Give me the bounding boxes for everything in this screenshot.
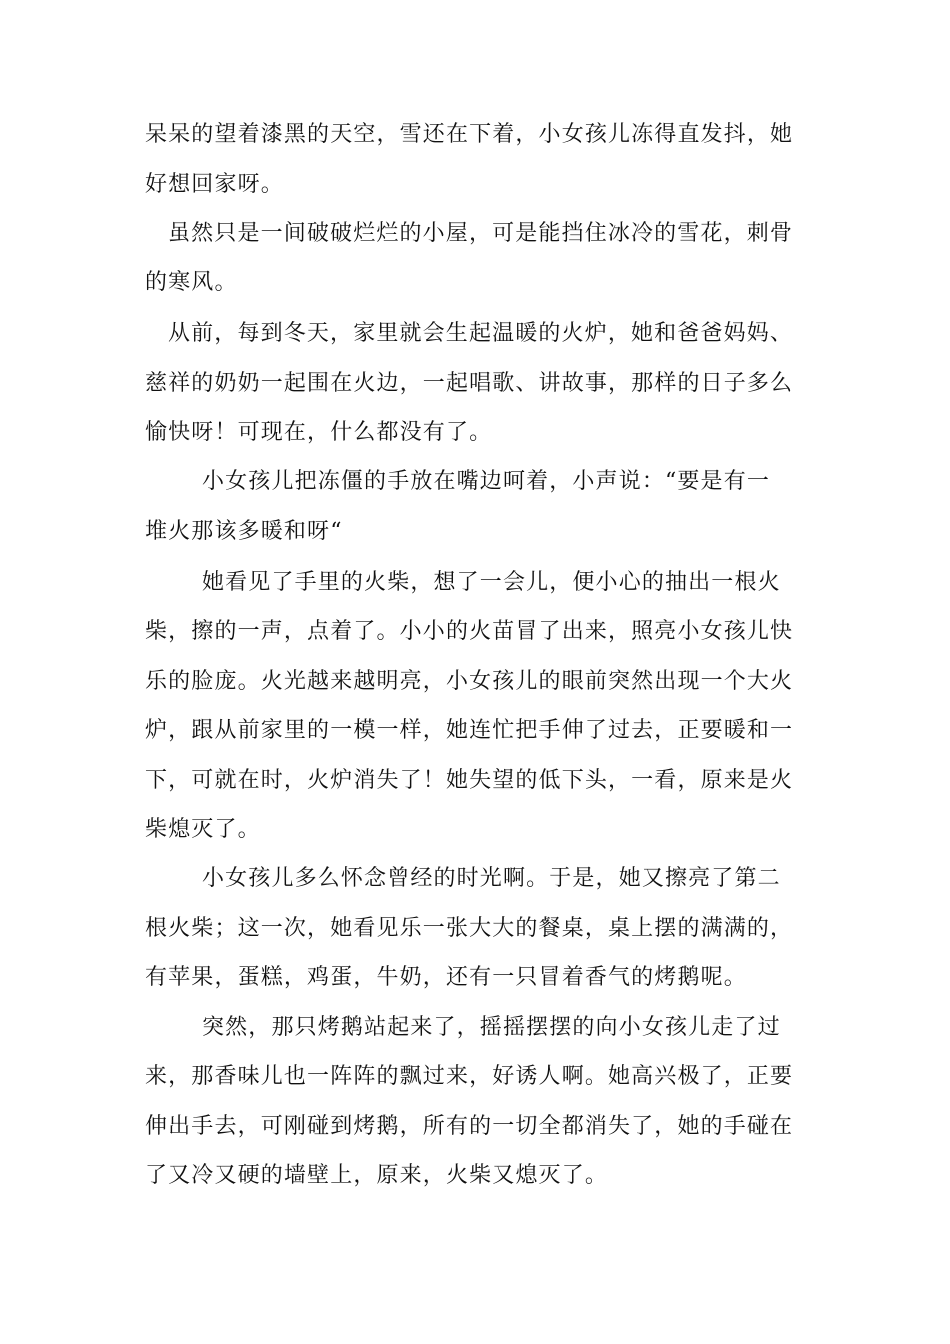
text-line: 从前，每到冬天，家里就会生起温暖的火炉，她和爸爸妈妈、 [168,321,794,346]
text-line: 伸出手去，可刚碰到烤鹅，所有的一切全都消失了，她的手碰在 [145,1114,794,1139]
text-line: 下，可就在时，火炉消失了！她失望的低下头，一看，原来是火 [145,768,794,793]
text-line: 呆呆的望着漆黑的天空，雪还在下着，小女孩儿冻得直发抖，她 [145,122,794,147]
text-line: 乐的脸庞。火光越来越明亮，小女孩儿的眼前突然出现一个大火 [145,669,794,694]
text-line: 她看见了手里的火柴，想了一会儿，便小心的抽出一根火 [202,570,781,595]
text-line: 慈祥的奶奶一起围在火边，一起唱歌、讲故事，那样的日子多么 [145,371,794,396]
text-line: 小女孩儿多么怀念曾经的时光啊。于是，她又擦亮了第二 [202,866,781,891]
text-line: 炉，跟从前家里的一模一样，她连忙把手伸了过去，正要暖和一 [145,718,794,743]
text-line: 来，那香味儿也一阵阵的飘过来，好诱人啊。她高兴极了，正要 [145,1064,794,1089]
text-line: 好想回家呀。 [145,172,284,197]
text-line: 有苹果，蛋糕，鸡蛋，牛奶，还有一只冒着香气的烤鹅呢。 [145,965,747,990]
text-line: 根火柴；这一次，她看见乐一张大大的餐桌，桌上摆的满满的， [145,916,794,941]
text-line: 了又冷又硬的墙壁上，原来，火柴又熄灭了。 [145,1163,609,1188]
text-line: 突然，那只烤鹅站起来了，摇摇摆摆的向小女孩儿走了过 [202,1015,781,1040]
text-line: 堆火那该多暖和呀“ [145,519,343,544]
text-line: 柴熄灭了。 [145,817,261,842]
text-line: 愉快呀！可现在，什么都没有了。 [145,420,493,445]
text-line: 小女孩儿把冻僵的手放在嘴边呵着，小声说：“要是有一 [202,469,770,494]
text-line: 虽然只是一间破破烂烂的小屋，可是能挡住冰冷的雪花，刺骨 [168,221,794,246]
text-line: 的寒风。 [145,270,238,295]
text-line: 柴，擦的一声，点着了。小小的火苗冒了出来，照亮小女孩儿快 [145,619,794,644]
